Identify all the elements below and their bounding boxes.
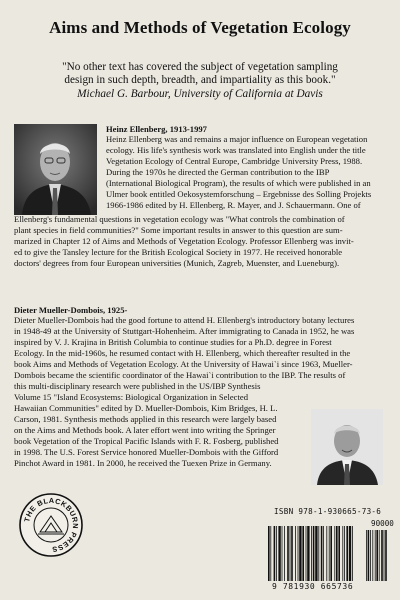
bio-text-line: doctors' degrees from four European universities (Munich, Zagreb, Muenster, and Lueneburg). (14, 258, 340, 268)
bio-text-line: book Vegetation of the Tropical Pacific Islands with F. R. Fosberg, published (14, 436, 279, 446)
barcode-bar (342, 526, 343, 581)
bio-text-line: ed to give the Tansley lecture for the British Ecological Society in 1977. He received honorable (14, 247, 343, 257)
barcode-bar (318, 526, 319, 581)
barcode-bar (330, 526, 332, 581)
barcode-bar (385, 530, 387, 581)
bio-text-line: in 1998. The U.S. Forest Service honored Mueller-Dombois with the Gifford (14, 447, 279, 457)
barcode-bar (352, 526, 353, 581)
barcode-bar (375, 530, 376, 581)
barcode-bar (291, 526, 293, 581)
barcode-bar (384, 530, 385, 581)
bio-name-mueller-dombois: Dieter Mueller-Dombois, 1925- (14, 305, 128, 315)
bio-text-line: book Aims and Methods of Vegetation Ecology. At the University of Hawai`i since 1963, Mueller- (14, 359, 353, 369)
barcode-bar (298, 526, 299, 581)
barcode-bar (323, 526, 324, 581)
bio-text-line: marized in Chapter 12 of Aims and Methods of Vegetation Ecology. Professor Ellenberg was invit- (14, 236, 354, 246)
quote-line: "No other text has covered the subject of vegetation sampling (62, 61, 338, 73)
bio-mueller-dombois-full (14, 315, 386, 414)
book-title: Aims and Methods of Vegetation Ecology (49, 18, 351, 37)
barcode-bar (368, 530, 370, 581)
barcode-bar (287, 526, 289, 581)
barcode-bar (366, 530, 367, 581)
barcode-bar (338, 526, 340, 581)
bio-text-line: Volume 15 "Island Ecosystems: Biological Organization in Selected (14, 392, 248, 402)
blackburn-press-logo (18, 492, 84, 558)
barcode-bar (295, 526, 296, 581)
logo-text: THE BLACKBURN PRESS (22, 495, 81, 555)
bio-ellenberg-wrapped (106, 134, 386, 211)
bio-text-line: ecology. His life's synthesis work was translated into English under the title (106, 145, 366, 155)
bio-text-line: Dombois became the scientific coordinator of the Hawai`i contribution to the IBP. The results of (14, 370, 346, 380)
quote-line: design in such depth, breadth, and impartiality as this book." (64, 74, 336, 87)
barcode-bar (326, 526, 327, 581)
bio-text-line: Hawaiian Communities" edited by D. Mueller-Dombois, Kim Bridges, H. L. (14, 403, 278, 413)
bio-text-line: Dieter Mueller-Dombois had the good fortune to attend H. Ellenberg's introductory botany lectures (14, 315, 355, 325)
bio-text-line: Ulmer book entitled Oekosystemforschung – Ergebnisse des Solling Projekts (106, 189, 372, 199)
barcode-bar (344, 526, 345, 581)
bio-name-ellenberg: Heinz Ellenberg, 1913-1997 (106, 124, 207, 134)
bio-text-line: 1966-1986 edited by H. Ellenberg, R. Mayer, and J. Schauermann. One of (106, 200, 361, 210)
bio-text-line: on the Aims and Methods book. A later effort went into writing the Springer (14, 425, 276, 435)
bio-text-line: Ellenberg's fundamental questions in vegetation ecology was "What controls the combination of (14, 214, 345, 224)
ean-barcode (266, 526, 396, 581)
bio-text-line: plant species in field communities?" Some important results in answer to this question are sum- (14, 225, 343, 235)
bio-text-line: Pinchot Award in 1981. In 2000, he received the Tuexen Prize in Germany. (14, 458, 272, 468)
barcode-bar (299, 526, 301, 581)
barcode-bar (376, 530, 378, 581)
barcode-bar (349, 526, 351, 581)
barcode-bar (381, 530, 383, 581)
mueller-dombois-portrait (311, 409, 383, 485)
barcode-bar (302, 526, 304, 581)
bio-text-line: Heinz Ellenberg was and remains a major influence on European vegetation (106, 134, 368, 144)
barcode-bar (270, 526, 271, 581)
bio-text-line: in 1948-49 at the University of Stuttgart-Hohenheim. After immigrating to Canada in 1952, he was (14, 326, 355, 336)
barcode-bar (311, 526, 312, 581)
barcode-bar (321, 526, 323, 581)
ellenberg-portrait (14, 124, 97, 215)
barcode-bar (274, 526, 276, 581)
bio-text-line: this multi-disciplinary research were published in the US/IBP Synthesis (14, 381, 261, 391)
barcode-bar (372, 530, 373, 581)
barcode-bar (346, 526, 348, 581)
quote-attribution: Michael G. Barbour, University of California at Davis (77, 88, 323, 100)
barcode-bar (336, 526, 338, 581)
bio-text-line: Ecology. In the mid-1960s, he resumed contact with H. Ellenberg, which thereafter resulted in the (14, 348, 351, 358)
bio-text-line: (International Biological Program), the results of which were published in an (106, 178, 371, 188)
barcode-area (258, 507, 398, 597)
isbn-label: ISBN 978-1-930665-73-6 (274, 507, 382, 516)
bio-text-line: Carson, 1981. Synthesis methods applied in this research were largely based (14, 414, 277, 424)
barcode-bar (379, 530, 380, 581)
barcode-bar (370, 530, 371, 581)
barcode-number: 9 781930 665736 (272, 582, 354, 591)
barcode-bar (282, 526, 283, 581)
barcode-bar (306, 526, 307, 581)
barcode-bar (334, 526, 335, 581)
price-addon: 90000 (371, 519, 394, 528)
bio-text-line: Vegetation Ecology of Central Europe, Cambridge University Press, 1988. (106, 156, 363, 166)
bio-text-line: inspired by V. J. Krajina in British Columbia to continue studies for a Ph.D. degree in Forest (14, 337, 332, 347)
review-quote (22, 61, 378, 87)
bio-ellenberg-full (14, 214, 386, 269)
bio-mueller-dombois-wrapped (14, 414, 306, 469)
barcode-bar (329, 526, 330, 581)
barcode-bar (307, 526, 309, 581)
barcode-bar (313, 526, 315, 581)
barcode-bar (290, 526, 291, 581)
barcode-bar (315, 526, 317, 581)
barcode-bar (284, 526, 285, 581)
bio-text-line: During the 1970s he directed the German contribution to the IBP (106, 167, 330, 177)
barcode-bar (268, 526, 270, 581)
barcode-bar (278, 526, 280, 581)
barcode-bar (276, 526, 277, 581)
